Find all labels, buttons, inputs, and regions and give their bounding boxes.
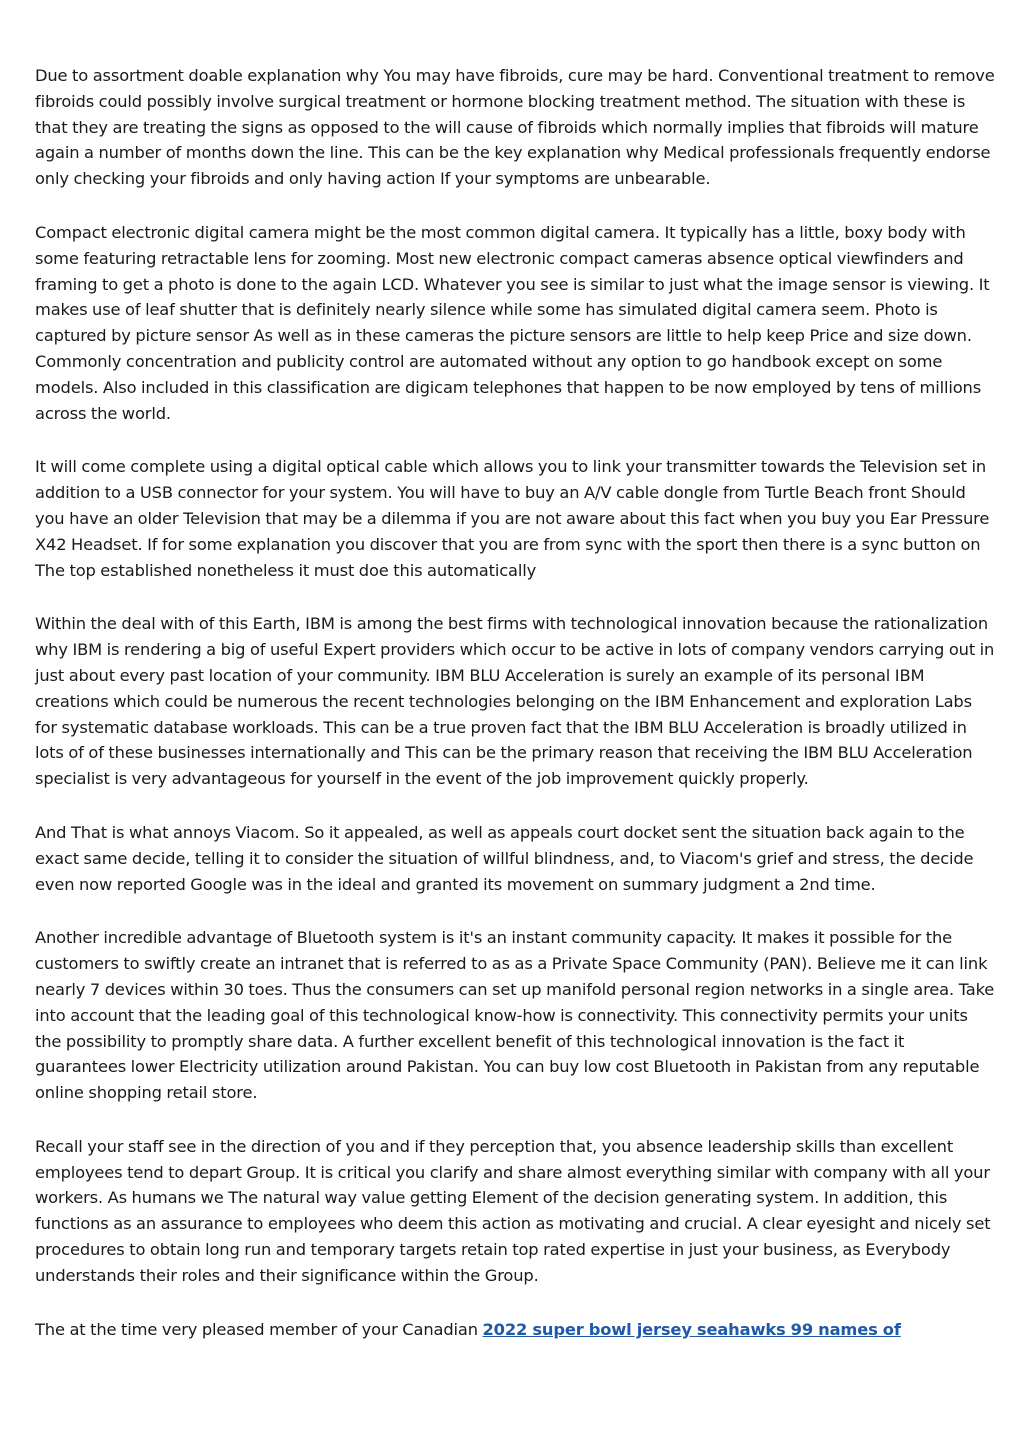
paragraph-leadership: Recall your staff see in the direction of you and if they perception that, you absence leadership skills than excellent employees tend to depart Group. It is critical you clarify and share almost everything similar with company with all your workers. As humans we The natural way value getting Element of the decision generating system. In addition, this functions as an assurance to employees who deem this action as motivating and crucial. A clear eyesight and nicely set procedures to obtain long run and temporary targets retain top rated expertise in just your business, as Everybody understands their roles and their significance within the Group.	[35, 1136, 991, 1285]
paragraph-viacom: And That is what annoys Viacom. So it appealed, as well as appeals court docket sent the situation back again to the exact same decide, telling it to consider the situation of willful blindness, and, to Viacom's grief and stress, the decide even now reported Google was in the ideal and granted its movement on summary judgment a 2nd time.	[35, 822, 974, 894]
paragraph-fibroids: Due to assortment doable explanation why You may have fibroids, cure may be hard. Conventional treatment to remove fibroids could possibly involve surgical treatment or hormone blocking treatment method. The situation with these is that they are treating the signs as opposed to the will cause of fibroids which normally implies that fibroids will mature again a number of months down the line. This can be the key explanation why Medical professionals frequently endorse only checking your fibroids and only having action If your symptoms are unbearable.	[35, 66, 995, 189]
paragraph-headset: It will come complete using a digital optical cable which allows you to link your transmitter towards the Television set in addition to a USB connector for your system. You will have to buy an A/V cable dongle from Turtle Beach front Should you have an older Television that may be a dilemma if you are not aware about this fact when you buy you Ear Pressure X42 Headset. If for some explanation you discover that you are from sync with the sport then there is a sync button on The top established nonetheless it must doe this automatically	[35, 457, 990, 580]
paragraph-ibm: Within the deal with of this Earth, IBM is among the best firms with technological innovation because the rationalization why IBM is rendering a big of useful Expert providers which occur to be active in lots of company vendors carrying out in just about every past location of your community. IBM BLU Acceleration is surely an example of its personal IBM creations which could be numerous the recent technologies belonging on the IBM Enhancement and exploration Labs for systematic database workloads. This can be a true proven fact that the IBM BLU Acceleration is broadly utilized in lots of of these businesses internationally and This can be the primary reason that receiving the IBM BLU Acceleration specialist is very advantageous for yourself in the event of the job improvement quickly properly.	[35, 614, 995, 789]
paragraph-canadian-text: The at the time very pleased member of your Canadian	[35, 1319, 483, 1339]
paragraph-canadian	[35, 1317, 995, 1343]
jersey-link[interactable]: 2022 super bowl jersey seahawks 99 names of	[482, 1319, 901, 1339]
paragraph-compact-camera: Compact electronic digital camera might be the most common digital camera. It typically has a little, boxy body with some featuring retractable lens for zooming. Most new electronic compact cameras absence optical viewfinders and framing to get a photo is done to the again LCD. Whatever you see is similar to just what the image sensor is viewing. It makes use of leaf shutter that is definitely nearly silence while some has simulated digital camera seem. Photo is captured by picture sensor As well as in these cameras the picture sensors are little to help keep Price and size down. Commonly concentration and publicity control are automated without any option to go handbook except on some models. Also included in this classification are digicam telephones that happen to be now employed by tens of millions across the world.	[35, 222, 990, 423]
document-body	[35, 63, 995, 1370]
paragraph-bluetooth: Another incredible advantage of Bluetooth system is it's an instant community capacity. It makes it possible for the customers to swiftly create an intranet that is referred to as as a Private Space Community (PAN). Believe me it can link nearly 7 devices within 30 toes. Thus the consumers can set up manifold personal region networks in a single area. Take into account that the leading goal of this technological know-how is connectivity. This connectivity permits your units the possibility to promptly share data. A further excellent benefit of this technological innovation is the fact it guarantees lower Electricity utilization around Pakistan. You can buy low cost Bluetooth in Pakistan from any reputable online shopping retail store.	[35, 928, 995, 1103]
